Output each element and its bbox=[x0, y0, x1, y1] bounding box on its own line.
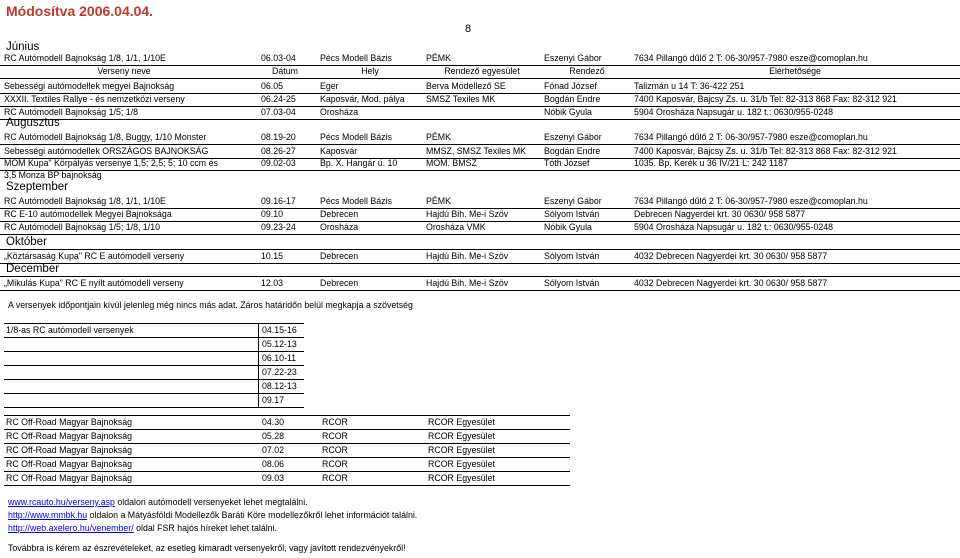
cell-place: Kaposvár, Mod. pálya bbox=[320, 94, 405, 104]
cell-org: PÉMK bbox=[426, 132, 451, 142]
table-row bbox=[0, 195, 960, 209]
cell-contact: 7634 Pillangó dűlő 2 T: 06-30/957-7980 esze@comoplan.hu bbox=[634, 53, 868, 63]
cell-date: 08.26-27 bbox=[261, 146, 296, 156]
cell-contact: 4032 Debrecen Nagyerdei krt. 30 0630/ 958 5877 bbox=[634, 251, 828, 261]
month-august: Augusztus bbox=[6, 117, 60, 129]
cell-place: Pécs Modell Bázis bbox=[320, 132, 392, 142]
offroad-row bbox=[4, 415, 570, 430]
header-director: Rendező bbox=[569, 66, 605, 76]
table-row bbox=[0, 221, 960, 235]
cell-place: Orosháza bbox=[320, 222, 359, 232]
cell-dir: Eszenyi Gábor bbox=[544, 196, 602, 206]
header-organizer: Rendező egyesület bbox=[444, 66, 520, 76]
offroad-row bbox=[4, 472, 570, 486]
cell-dir: Nóbik Gyula bbox=[544, 107, 592, 117]
cell-event: RC Off-Road Magyar Bajnokság bbox=[6, 445, 132, 455]
cell-event: „Mikulás Kupa" RC E nyílt autómodell verseny bbox=[4, 278, 184, 288]
table-row bbox=[0, 131, 960, 145]
page-title: Módosítva 2006.04.04. bbox=[6, 3, 154, 19]
cell-org: Hajdú Bih. Me-i Szöv bbox=[426, 251, 509, 261]
cell-place: Pécs Modell Bázis bbox=[320, 196, 392, 206]
cell-dir: Sólyom István bbox=[544, 278, 600, 288]
month-september: Szeptember bbox=[6, 181, 69, 193]
cell-dir: Eszenyi Gábor bbox=[544, 53, 602, 63]
series-row bbox=[4, 338, 304, 352]
cell-dir: Sólyom István bbox=[544, 209, 600, 219]
table-row bbox=[0, 276, 960, 291]
cell-place: RCOR bbox=[322, 459, 348, 469]
offroad-table bbox=[4, 415, 570, 486]
cell-event: Sebességi autómodellek ORSZÁGOS BAJNOKSÁG bbox=[4, 146, 209, 156]
cell-org: RCOR Egyesület bbox=[428, 445, 495, 455]
cell-org: SMSZ Texiles MK bbox=[426, 94, 496, 104]
cell-date: 05.28 bbox=[262, 431, 285, 441]
offroad-row bbox=[4, 444, 570, 458]
cell-date: 07.03-04 bbox=[261, 107, 296, 117]
cell-org: RCOR Egyesület bbox=[428, 473, 495, 483]
cell-place: Kaposvár bbox=[320, 146, 358, 156]
link-url[interactable]: www.rcauto.hu/verseny.asp bbox=[8, 497, 115, 507]
series-date: 04.15-16 bbox=[262, 325, 297, 335]
link-url[interactable]: http://www.mmbk.hu bbox=[8, 510, 88, 520]
cell-org: MMSZ, SMSZ Texiles MK bbox=[426, 146, 527, 156]
table-row bbox=[0, 208, 960, 222]
link-description: oldalon autómodell versenyeket lehet megtalálni. bbox=[114, 497, 308, 507]
table-row bbox=[0, 52, 960, 66]
series-date: 05.12-13 bbox=[262, 339, 297, 349]
cell-event: RC Off-Road Magyar Bajnokság bbox=[6, 431, 132, 441]
cell-date: 09.02-03 bbox=[261, 158, 296, 168]
series-row bbox=[4, 323, 304, 338]
footer-text: Továbbra is kérem az észrevételeket, az esetleg kimaradt versenyekről, vagy javított rendezvényekről! bbox=[8, 543, 406, 553]
series-date: 07.22-23 bbox=[262, 367, 297, 377]
cell-event-line2: 3,5 Monza BP bajnokság bbox=[4, 170, 102, 180]
series-row bbox=[4, 352, 304, 366]
cell-org: Orosháza VMK bbox=[426, 222, 486, 232]
cell-date: 09.03 bbox=[262, 473, 285, 483]
cell-event: RC Autómodell Bajnokság 1/8, Buggy, 1/10 Monster bbox=[4, 132, 207, 142]
month-december: December bbox=[6, 263, 60, 275]
cell-dir: Tóth József bbox=[544, 158, 590, 168]
cell-date: 04.30 bbox=[262, 417, 285, 427]
cell-contact: 7400 Kaposvár, Bajcsy Zs. u. 31/b Tel: 82-313 868 Fax: 82-312 921 bbox=[634, 146, 897, 156]
note-text: A versenyek időpontjain kívül jelenleg még nincs más adat. Záros határidőn belül megkapja a szövetség bbox=[8, 300, 413, 310]
header-date: Dátum bbox=[272, 66, 298, 76]
link-url[interactable]: http://web.axelero.hu/venember/ bbox=[8, 523, 134, 533]
link-line bbox=[8, 523, 277, 533]
cell-place: RCOR bbox=[322, 473, 348, 483]
cell-contact: Debrecen Nagyerdei krt. 30 0630/ 958 5877 bbox=[634, 209, 806, 219]
link-description: oldal FSR hajós híreket lehet találni. bbox=[133, 523, 277, 533]
cell-date: 07.02 bbox=[262, 445, 285, 455]
cell-dir: Bogdán Endre bbox=[544, 146, 601, 156]
cell-org: MOM. BMSZ bbox=[426, 158, 477, 168]
cell-event: MOM Kupa" Körpályás versenye 1,5; 2,5; 5; 10 ccm és bbox=[4, 158, 218, 168]
cell-place: RCOR bbox=[322, 417, 348, 427]
month-june: Június bbox=[6, 41, 40, 53]
page-number: 8 bbox=[465, 23, 472, 35]
table-row bbox=[0, 106, 960, 120]
month-october: Október bbox=[6, 236, 47, 248]
cell-contact: 7400 Kaposvár, Bajcsy Zs. u. 31/b Tel: 82-313 868 Fax: 82-312 921 bbox=[634, 94, 897, 104]
series-date: 09.17 bbox=[262, 395, 285, 405]
cell-place: Orosháza bbox=[320, 107, 359, 117]
table-row bbox=[0, 249, 960, 264]
cell-dir: Eszenyi Gábor bbox=[544, 132, 602, 142]
cell-place: RCOR bbox=[322, 445, 348, 455]
header-place: Hely bbox=[361, 66, 379, 76]
cell-dir: Fónad József bbox=[544, 81, 597, 91]
series-row bbox=[4, 380, 304, 394]
offroad-row bbox=[4, 458, 570, 472]
cell-place: Debrecen bbox=[320, 278, 359, 288]
table-row bbox=[0, 157, 960, 171]
series-date: 06.10-11 bbox=[262, 353, 297, 363]
table-header bbox=[0, 65, 960, 79]
cell-date: 09.10 bbox=[261, 209, 284, 219]
header-event: Verseny neve bbox=[97, 66, 151, 76]
link-line bbox=[8, 497, 308, 507]
cell-contact: 5904 Orosháza Napsugár u. 182 t.: 0630/955-0248 bbox=[634, 222, 834, 232]
cell-contact: 7634 Pillangó dűlő 2 T: 06-30/957-7980 esze@comoplan.hu bbox=[634, 132, 868, 142]
cell-contact: 7634 Pillangó dűlő 2 T: 06-30/957-7980 esze@comoplan.hu bbox=[634, 196, 868, 206]
cell-place: Pécs Modell Bázis bbox=[320, 53, 392, 63]
cell-place: Debrecen bbox=[320, 209, 359, 219]
table-row bbox=[0, 93, 960, 107]
cell-date: 06.05 bbox=[261, 81, 284, 91]
cell-contact: Talizmán u 14 T: 36-422 251 bbox=[634, 81, 745, 91]
cell-org: PÉMK bbox=[426, 53, 451, 63]
series-table bbox=[4, 323, 304, 408]
cell-event: RC E-10 autómodellek Megyei Bajnoksága bbox=[4, 209, 172, 219]
cell-event: RC Off-Road Magyar Bajnokság bbox=[6, 417, 132, 427]
series-row bbox=[4, 394, 304, 408]
cell-place: Eger bbox=[320, 81, 339, 91]
cell-contact: 4032 Debrecen Nagyerdei krt. 30 0630/ 958 5877 bbox=[634, 278, 828, 288]
cell-date: 06.24-25 bbox=[261, 94, 296, 104]
cell-org: PÉMK bbox=[426, 196, 451, 206]
link-description: oldalon a Mátyásföldi Modellezők Baráti Köre modellezőkről lehet információt találni. bbox=[87, 510, 418, 520]
cell-event: RC Off-Road Magyar Bajnokság bbox=[6, 459, 132, 469]
cell-place: RCOR bbox=[322, 431, 348, 441]
cell-dir: Bogdán Endre bbox=[544, 94, 601, 104]
cell-event: „Köztársaság Kupa" RC E autómodell verseny bbox=[4, 251, 185, 261]
cell-date: 08.19-20 bbox=[261, 132, 296, 142]
series-name: 1/8-as RC autómodell versenyek bbox=[6, 325, 134, 335]
cell-event: Sebességi autómodellek megyei Bajnokság bbox=[4, 81, 175, 91]
link-line bbox=[8, 510, 417, 520]
cell-org: Hajdú Bih. Me-i Szöv bbox=[426, 278, 509, 288]
cell-contact: 1035. Bp. Kerék u 36 IV/21 L: 242 1187 bbox=[634, 158, 788, 168]
table-row bbox=[0, 80, 960, 94]
cell-date: 12.03 bbox=[261, 278, 284, 288]
cell-date: 06.03-04 bbox=[261, 53, 296, 63]
cell-dir: Sólyom István bbox=[544, 251, 600, 261]
cell-date: 10.15 bbox=[261, 251, 284, 261]
cell-org: Berva Modellező SE bbox=[426, 81, 506, 91]
cell-event: RC Autómodell Bajnokság 1/8, 1/1, 1/10E bbox=[4, 196, 166, 206]
cell-place: Debrecen bbox=[320, 251, 359, 261]
cell-event: RC Autómodell Bajnokság 1/8, 1/1, 1/10E bbox=[4, 53, 166, 63]
cell-org: RCOR Egyesület bbox=[428, 459, 495, 469]
cell-date: 08.06 bbox=[262, 459, 285, 469]
cell-contact: 5904 Orosháza Napsugár u. 182 t.: 0630/955-0248 bbox=[634, 107, 834, 117]
cell-dir: Nóbik Gyula bbox=[544, 222, 592, 232]
cell-event: RC Off-Road Magyar Bajnokság bbox=[6, 473, 132, 483]
cell-date: 09.23-24 bbox=[261, 222, 296, 232]
header-contact: Elérhetősége bbox=[769, 66, 821, 76]
cell-org: Hajdú Bih. Me-i Szöv bbox=[426, 209, 509, 219]
cell-event: RC Autómodell Bajnokság 1/5; 1/8 bbox=[4, 107, 138, 117]
offroad-row bbox=[4, 430, 570, 444]
cell-org: RCOR Egyesület bbox=[428, 417, 495, 427]
cell-org: RCOR Egyesület bbox=[428, 431, 495, 441]
cell-event: RC Autómodell Bajnokság 1/5; 1/8, 1/10 bbox=[4, 222, 160, 232]
series-row bbox=[4, 366, 304, 380]
cell-date: 09.16-17 bbox=[261, 196, 296, 206]
cell-event: XXXII. Textiles Rallye - és nemzetközi verseny bbox=[4, 94, 185, 104]
series-date: 08.12-13 bbox=[262, 381, 297, 391]
cell-place: Bp. X. Hangár ú. 10 bbox=[320, 158, 398, 168]
